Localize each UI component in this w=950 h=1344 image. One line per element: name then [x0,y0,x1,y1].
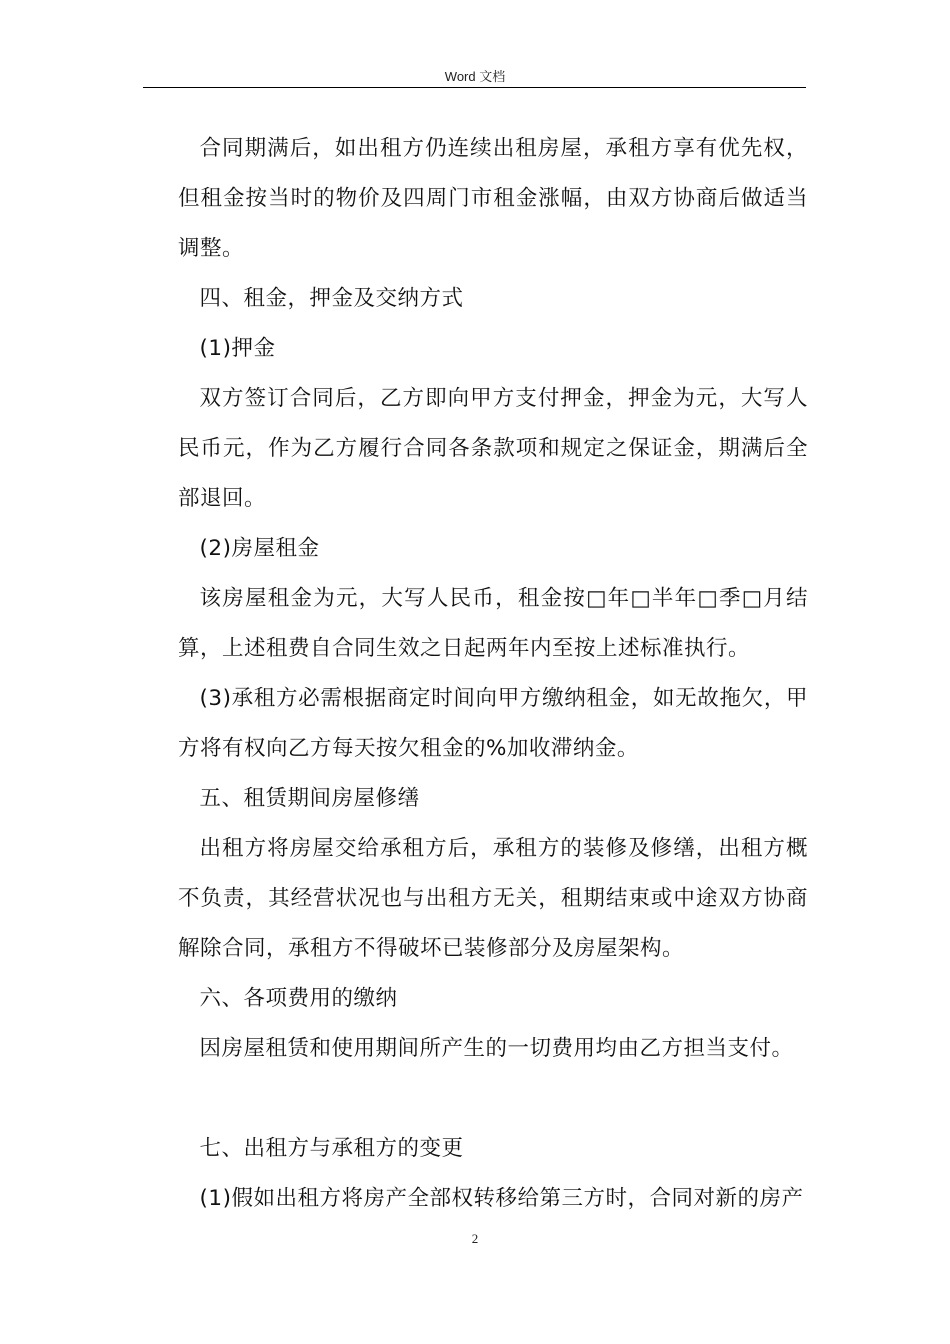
paragraph-late-fee: (3)承租方必需根据商定时间向甲方缴纳租金，如无故拖欠，甲方将有权向乙方每天按欠租金的%加收滞纳金。 [178,686,808,761]
header-divider [143,87,806,88]
paragraph-house-rent: 该房屋租金为元，大写人民币，租金按□年□半年□季□月结算，上述租费自合同生效之日起两年内至按上述标准执行。 [178,586,808,661]
section-heading-fees: 六、各项费用的缴纳 [199,986,398,1011]
subheading-house-rent: (2)房屋租金 [199,536,320,561]
paragraph-fees: 因房屋租赁和使用期间所产生的一切费用均由乙方担当支付。 [199,1036,794,1061]
paragraph-ownership-transfer: (1)假如出租方将房产全部权转移给第三方时，合同对新的房产 [199,1186,804,1211]
document-body [178,124,808,1224]
subheading-deposit: (1)押金 [199,336,276,361]
header-title: Word 文档 [444,69,506,84]
page-number [0,1231,950,1247]
section-heading-rent-deposit: 四、租金，押金及交纳方式 [199,286,464,311]
paragraph-repairs: 出租方将房屋交给承租方后，承租方的装修及修缮，出租方概不负责，其经营状况也与出租方无关，租期结束或中途双方协商解除合同，承租方不得破坏已装修部分及房屋架构。 [178,836,808,961]
section-heading-repairs: 五、租赁期间房屋修缮 [199,786,420,811]
paragraph-deposit: 双方签订合同后，乙方即向甲方支付押金，押金为元，大写人民币元，作为乙方履行合同各条款项和规定之保证金，期满后全部退回。 [178,386,808,511]
page-header [0,66,950,85]
section-heading-party-change: 七、出租方与承租方的变更 [199,1136,464,1161]
page-number-value: 2 [471,1231,479,1246]
paragraph-renewal-priority: 合同期满后，如出租方仍连续出租房屋，承租方享有优先权，但租金按当时的物价及四周门市租金涨幅，由双方协商后做适当调整。 [178,136,808,261]
